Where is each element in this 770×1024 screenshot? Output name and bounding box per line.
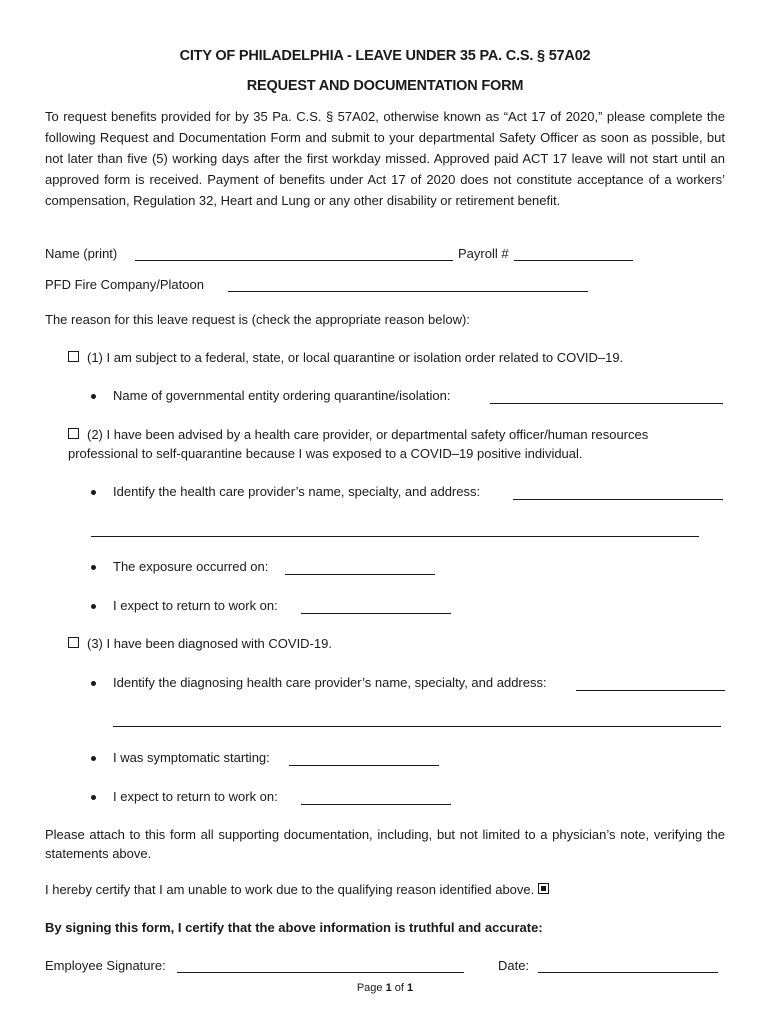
intro-paragraph: To request benefits provided for by 35 Pa. C.S. § 57A02, otherwise known as “Act 17 of 2020,” please complete the following Request and Documentation Form and submit to your departmental Safety Officer as soon as possible, but not later than five (5) working days after the first workday missed. Approved paid ACT 17 leave will not start until an approved form is received. Payment of benefits under Act 17 of 2020 does not constitute acceptance of a workers’ compensation, Regulation 32, Heart and Lung or any other disability or retirement benefit. [45, 109, 725, 208]
reason-3-label: (3) I have been diagnosed with COVID-19. [87, 636, 332, 651]
reason-3-row [68, 635, 332, 653]
reason-2-label-line2: professional to self-quarantine because I was exposed to a COVID–19 positive individual. [68, 446, 583, 461]
bullet-icon [91, 490, 96, 495]
bullet-icon [91, 394, 96, 399]
payroll-field[interactable] [514, 260, 633, 261]
diagnosing-provider-field-continued[interactable] [113, 726, 721, 727]
reason-2-label-line1: (2) I have been advised by a health care provider, or departmental safety officer/human resources [87, 427, 649, 442]
diagnosing-provider-label: Identify the diagnosing health care provider’s name, specialty, and address: [113, 675, 547, 690]
of-word: of [394, 982, 404, 994]
date-field[interactable] [538, 972, 718, 973]
bullet-icon [91, 681, 96, 686]
company-field[interactable] [228, 291, 588, 292]
payroll-label: Payroll # [458, 246, 509, 261]
page-footer [0, 982, 770, 994]
reason-3-checkbox[interactable] [68, 637, 79, 648]
provider-field[interactable] [513, 499, 723, 500]
page-total: 1 [407, 982, 414, 994]
signature-field[interactable] [177, 972, 464, 973]
page-word: Page [356, 982, 383, 994]
date-label: Date: [498, 958, 530, 973]
certify-text: I hereby certify that I am unable to work due to the qualifying reason identified above. [45, 882, 535, 897]
bullet-icon [91, 795, 96, 800]
signing-statement: By signing this form, I certify that the above information is truthful and accurate: [45, 920, 543, 935]
governmental-entity-label: Name of governmental entity ordering quarantine/isolation: [113, 388, 451, 403]
name-field[interactable] [135, 260, 453, 261]
reason-prompt: The reason for this leave request is (check the appropriate reason below): [45, 312, 470, 327]
reason-2-checkbox[interactable] [68, 428, 79, 439]
symptomatic-date-field[interactable] [289, 765, 439, 766]
form-title: CITY OF PHILADELPHIA - LEAVE UNDER 35 PA. C.S. § 57A02 [179, 48, 591, 64]
diagnosing-provider-field[interactable] [576, 690, 725, 691]
certify-row [45, 881, 549, 899]
provider-field-continued[interactable] [91, 536, 699, 537]
exposure-date-field[interactable] [285, 574, 435, 575]
bullet-icon [91, 756, 96, 761]
bullet-icon [91, 604, 96, 609]
governmental-entity-field[interactable] [490, 403, 723, 404]
provider-label: Identify the health care provider’s name, specialty, and address: [113, 484, 481, 499]
return-date-field-2[interactable] [301, 804, 451, 805]
return-date-label-2: I expect to return to work on: [113, 789, 278, 804]
company-label: PFD Fire Company/Platoon [45, 277, 204, 292]
form-subtitle: REQUEST AND DOCUMENTATION FORM [246, 78, 524, 94]
return-date-field[interactable] [301, 613, 451, 614]
bullet-icon [91, 565, 96, 570]
attach-note: Please attach to this form all supporting documentation, including, but not limited to a physician’s note, verifying the statements above. [45, 827, 725, 861]
reason-1-label: (1) I am subject to a federal, state, or local quarantine or isolation order related to COVID–19. [87, 350, 624, 365]
name-label: Name (print) [45, 246, 118, 261]
reason-2-row [68, 426, 648, 444]
signature-label: Employee Signature: [45, 958, 166, 973]
exposure-date-label: The exposure occurred on: [113, 559, 269, 574]
symptomatic-date-label: I was symptomatic starting: [113, 750, 270, 765]
reason-1-row [68, 349, 623, 367]
reason-1-checkbox[interactable] [68, 351, 79, 362]
page-current: 1 [385, 982, 392, 994]
certify-checkbox[interactable] [538, 883, 549, 894]
return-date-label: I expect to return to work on: [113, 598, 278, 613]
